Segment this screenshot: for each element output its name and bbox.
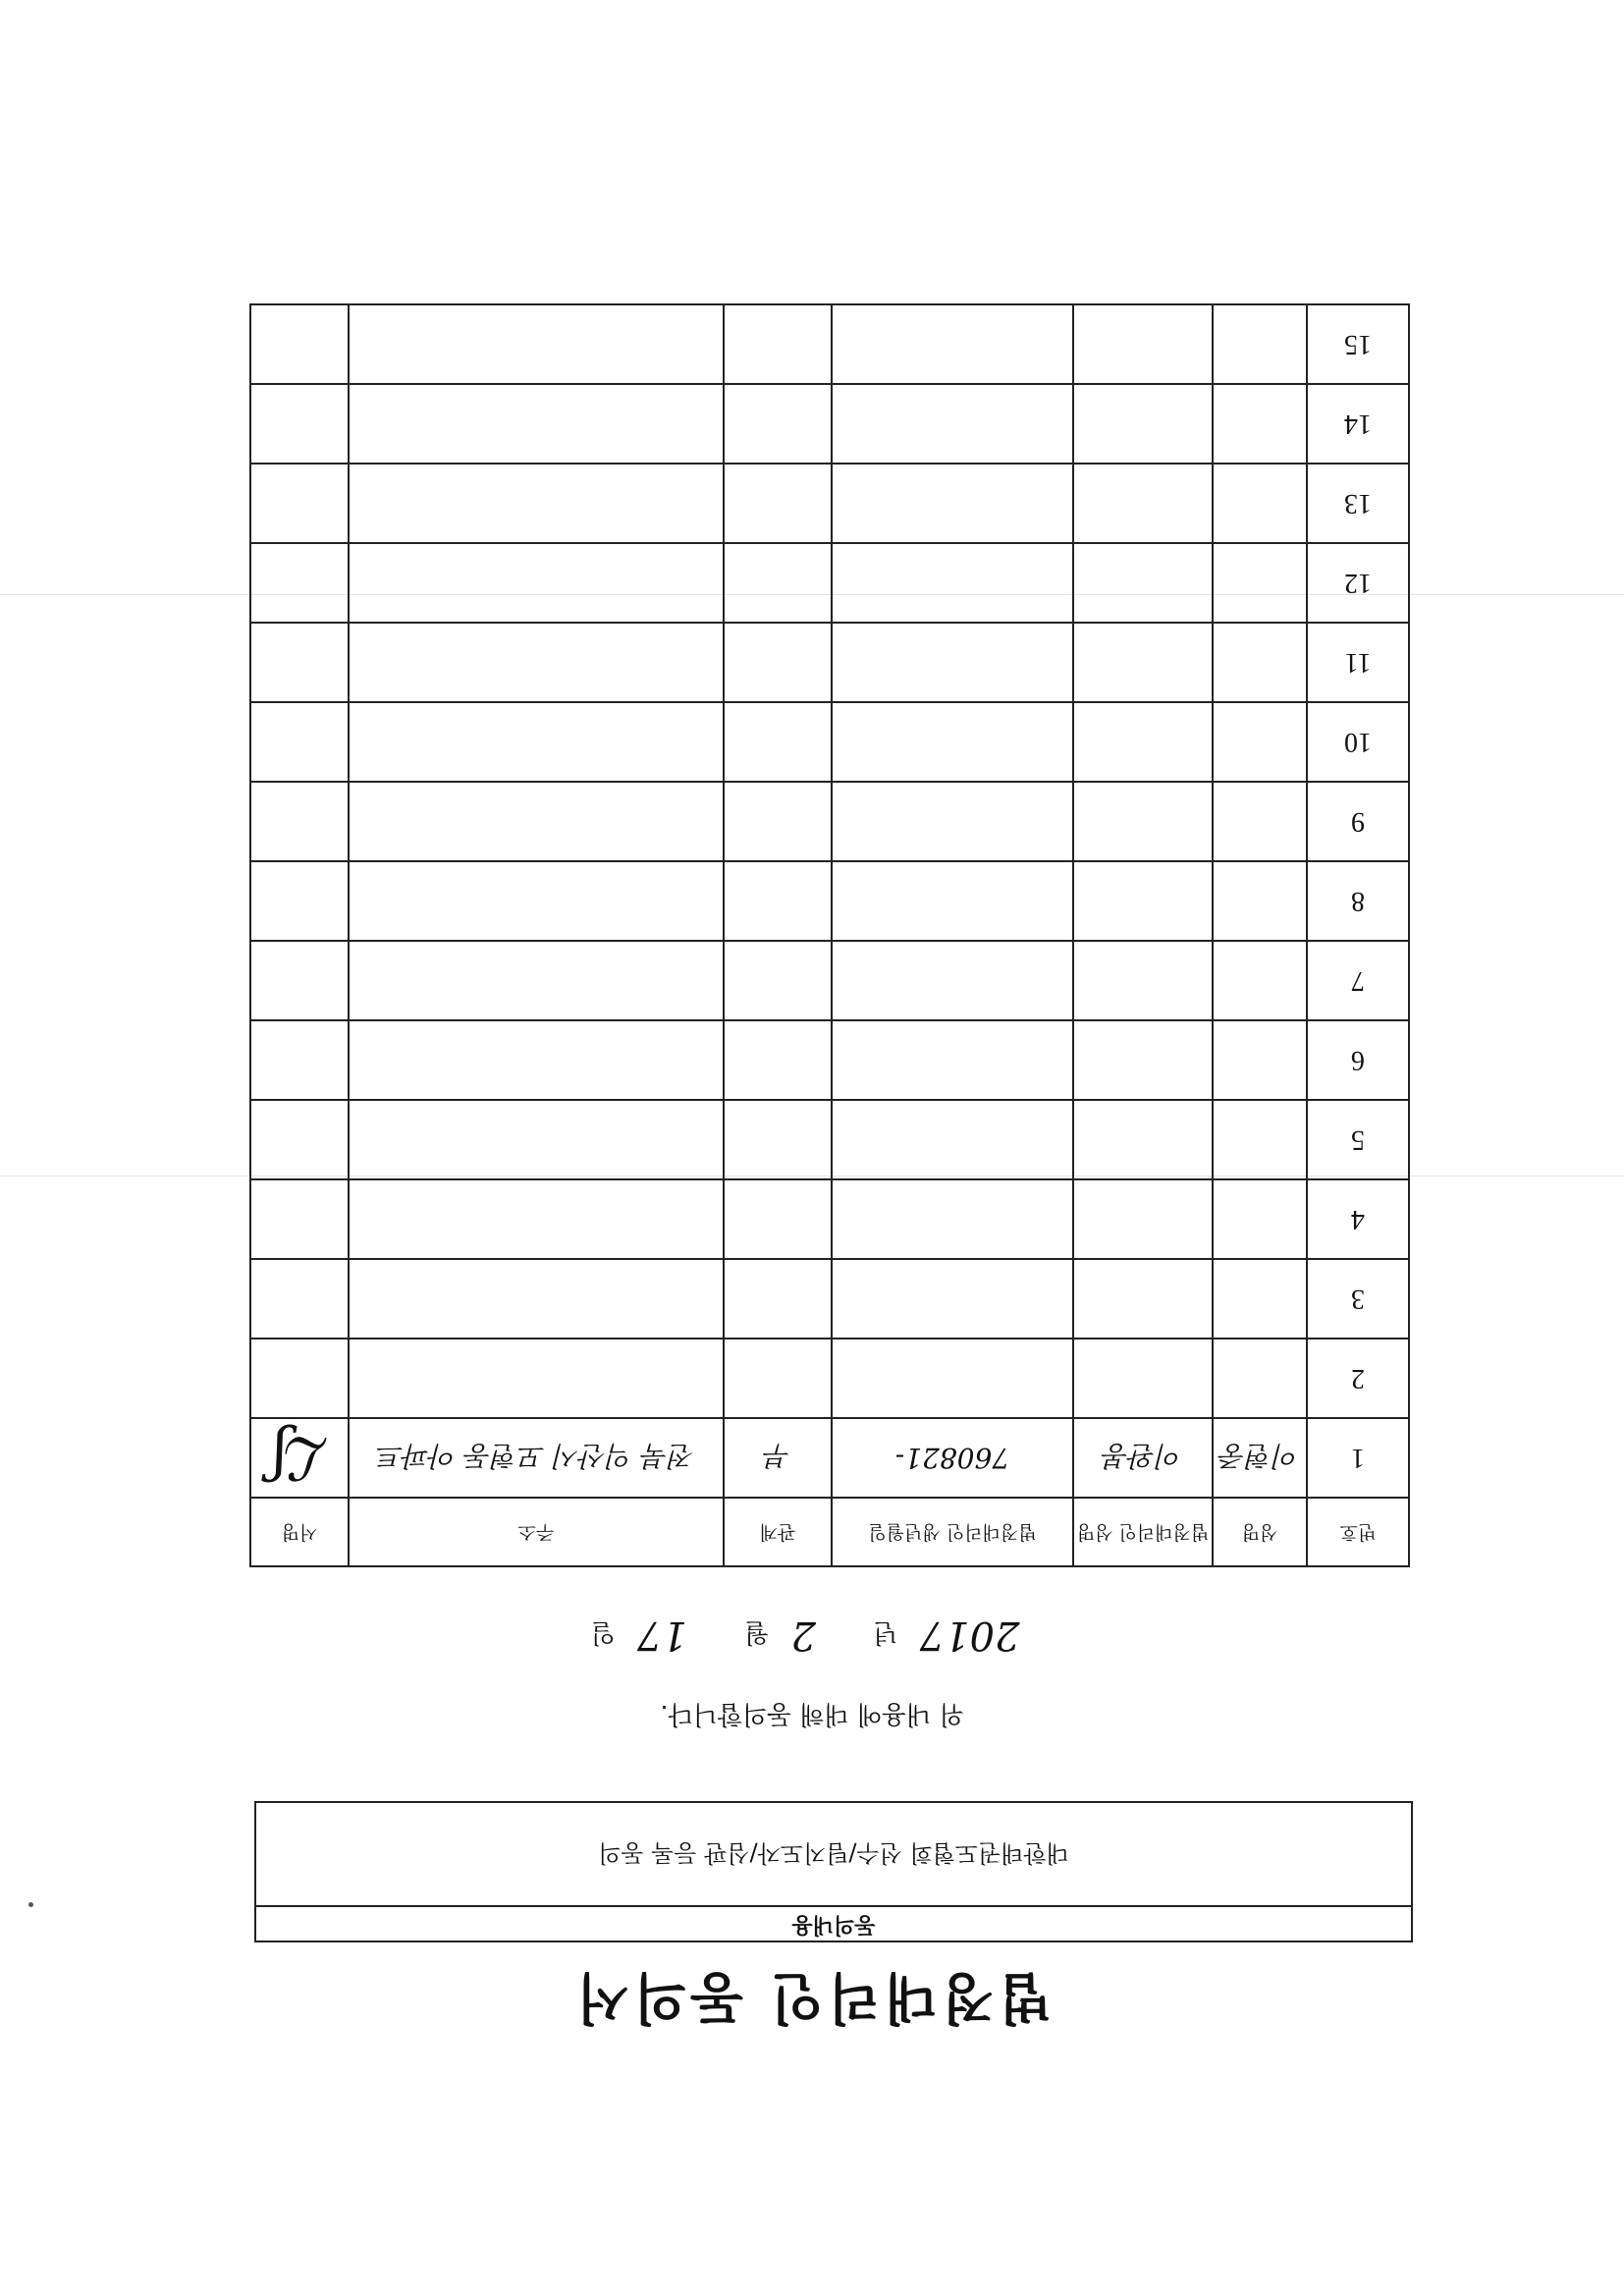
cell-no: 14 bbox=[1307, 384, 1409, 464]
cell-birth bbox=[832, 543, 1073, 623]
cell-address bbox=[349, 941, 724, 1020]
cell-relation bbox=[724, 384, 832, 464]
cell-address: 전북 익산시 모현동 아파트 bbox=[349, 1418, 724, 1498]
cell-guardian bbox=[1073, 623, 1213, 702]
cell-signature bbox=[250, 1418, 349, 1498]
cell-no: 4 bbox=[1307, 1179, 1409, 1259]
cell-no: 5 bbox=[1307, 1100, 1409, 1179]
cell-signature bbox=[250, 543, 349, 623]
cell-address bbox=[349, 1259, 724, 1339]
cell-relation bbox=[724, 304, 832, 384]
cell-birth bbox=[832, 1259, 1073, 1339]
date-year-unit: 년 bbox=[873, 1617, 898, 1648]
column-header: 주소 bbox=[349, 1498, 724, 1566]
table-row bbox=[250, 623, 1409, 702]
column-header: 법정대리인 성명 bbox=[1073, 1498, 1213, 1566]
cell-no: 11 bbox=[1307, 623, 1409, 702]
cell-address bbox=[349, 1339, 724, 1418]
cell-name bbox=[1213, 702, 1307, 782]
cell-signature bbox=[250, 1179, 349, 1259]
cell-birth bbox=[832, 1179, 1073, 1259]
cell-name bbox=[1213, 1179, 1307, 1259]
cell-signature bbox=[250, 384, 349, 464]
table-row bbox=[250, 941, 1409, 1020]
cell-birth bbox=[832, 1339, 1073, 1418]
cell-birth bbox=[832, 782, 1073, 861]
table-row bbox=[250, 384, 1409, 464]
cell-name bbox=[1213, 623, 1307, 702]
table-row bbox=[250, 1100, 1409, 1179]
cell-no: 12 bbox=[1307, 543, 1409, 623]
column-header: 서명 bbox=[250, 1498, 349, 1566]
cell-signature bbox=[250, 861, 349, 941]
cell-relation: 부 bbox=[724, 1418, 832, 1498]
cell-guardian bbox=[1073, 782, 1213, 861]
cell-birth bbox=[832, 861, 1073, 941]
cell-name: 이현중 bbox=[1213, 1418, 1307, 1498]
column-header: 법정대리인 생년월일 bbox=[832, 1498, 1073, 1566]
cell-signature bbox=[250, 1259, 349, 1339]
cell-guardian bbox=[1073, 384, 1213, 464]
table-row bbox=[250, 782, 1409, 861]
cell-address bbox=[349, 464, 724, 543]
cell-name bbox=[1213, 1259, 1307, 1339]
cell-birth bbox=[832, 1100, 1073, 1179]
cell-guardian bbox=[1073, 861, 1213, 941]
cell-relation bbox=[724, 1020, 832, 1100]
cell-name bbox=[1213, 782, 1307, 861]
column-header: 관계 bbox=[724, 1498, 832, 1566]
table-body bbox=[250, 304, 1409, 1498]
cell-signature bbox=[250, 623, 349, 702]
cell-relation bbox=[724, 1100, 832, 1179]
cell-birth bbox=[832, 464, 1073, 543]
column-header: 성명 bbox=[1213, 1498, 1307, 1566]
cell-address bbox=[349, 304, 724, 384]
cell-no: 13 bbox=[1307, 464, 1409, 543]
cell-name bbox=[1213, 1100, 1307, 1179]
cell-signature bbox=[250, 304, 349, 384]
consent-text: 대한태권도협회 선수/팀지도자/심판 등록 동의 bbox=[598, 1839, 1069, 1867]
date-day-unit: 일 bbox=[590, 1617, 616, 1648]
date-year: 2017 bbox=[919, 1613, 1020, 1658]
cell-guardian: 이완봉 bbox=[1073, 1418, 1213, 1498]
table-row bbox=[250, 1179, 1409, 1259]
cell-birth bbox=[832, 384, 1073, 464]
document-title: 법정대리인 동의서 bbox=[571, 1965, 1053, 2029]
cell-signature bbox=[250, 1339, 349, 1418]
cell-name bbox=[1213, 1020, 1307, 1100]
cell-birth bbox=[832, 702, 1073, 782]
cell-relation bbox=[724, 464, 832, 543]
table-row bbox=[250, 464, 1409, 543]
cell-guardian bbox=[1073, 702, 1213, 782]
handwritten-signature: ℒʃ bbox=[270, 1423, 329, 1493]
cell-no: 1 bbox=[1307, 1418, 1409, 1498]
cell-birth bbox=[832, 304, 1073, 384]
cell-address bbox=[349, 782, 724, 861]
table-row bbox=[250, 861, 1409, 941]
cell-guardian bbox=[1073, 304, 1213, 384]
table-row bbox=[250, 1418, 1409, 1498]
cell-name bbox=[1213, 941, 1307, 1020]
table-row bbox=[250, 304, 1409, 384]
consent-header: 동의내용 bbox=[256, 1905, 1411, 1941]
cell-relation bbox=[724, 941, 832, 1020]
cell-guardian bbox=[1073, 464, 1213, 543]
cell-signature bbox=[250, 941, 349, 1020]
cell-signature bbox=[250, 1100, 349, 1179]
cell-name bbox=[1213, 1339, 1307, 1418]
cell-no: 7 bbox=[1307, 941, 1409, 1020]
cell-address bbox=[349, 702, 724, 782]
cell-relation bbox=[724, 1339, 832, 1418]
cell-address bbox=[349, 623, 724, 702]
cell-name bbox=[1213, 861, 1307, 941]
cell-name bbox=[1213, 543, 1307, 623]
cell-address bbox=[349, 1179, 724, 1259]
consent-box bbox=[254, 1801, 1413, 1942]
guardian-roster-table bbox=[249, 303, 1410, 1567]
cell-relation bbox=[724, 702, 832, 782]
cell-relation bbox=[724, 1179, 832, 1259]
date-month-unit: 월 bbox=[744, 1617, 770, 1648]
cell-relation bbox=[724, 543, 832, 623]
cell-birth bbox=[832, 941, 1073, 1020]
cell-birth bbox=[832, 1020, 1073, 1100]
cell-no: 15 bbox=[1307, 304, 1409, 384]
cell-guardian bbox=[1073, 941, 1213, 1020]
date-month: 2 bbox=[790, 1613, 816, 1658]
cell-guardian bbox=[1073, 1259, 1213, 1339]
cell-guardian bbox=[1073, 1100, 1213, 1179]
cell-no: 10 bbox=[1307, 702, 1409, 782]
agreement-statement: 위 내용에 대해 동의합니다. bbox=[660, 1699, 964, 1728]
cell-birth: 760821- bbox=[832, 1418, 1073, 1498]
cell-name bbox=[1213, 304, 1307, 384]
cell-relation bbox=[724, 623, 832, 702]
cell-guardian bbox=[1073, 1179, 1213, 1259]
date-day: 17 bbox=[636, 1613, 687, 1658]
table-header-row bbox=[250, 1498, 1409, 1566]
cell-address bbox=[349, 384, 724, 464]
cell-no: 8 bbox=[1307, 861, 1409, 941]
cell-address bbox=[349, 543, 724, 623]
cell-relation bbox=[724, 1259, 832, 1339]
table-row bbox=[250, 1339, 1409, 1418]
cell-signature bbox=[250, 1020, 349, 1100]
cell-name bbox=[1213, 384, 1307, 464]
table-row bbox=[250, 702, 1409, 782]
cell-relation bbox=[724, 782, 832, 861]
cell-signature bbox=[250, 464, 349, 543]
scan-speck bbox=[28, 1902, 33, 1907]
cell-guardian bbox=[1073, 1339, 1213, 1418]
table-row bbox=[250, 1020, 1409, 1100]
cell-birth bbox=[832, 623, 1073, 702]
cell-guardian bbox=[1073, 1020, 1213, 1100]
cell-no: 3 bbox=[1307, 1259, 1409, 1339]
cell-signature bbox=[250, 702, 349, 782]
cell-no: 2 bbox=[1307, 1339, 1409, 1418]
cell-signature bbox=[250, 782, 349, 861]
table-row bbox=[250, 543, 1409, 623]
date-line bbox=[0, 1613, 1624, 1658]
table-row bbox=[250, 1259, 1409, 1339]
cell-address bbox=[349, 1020, 724, 1100]
cell-no: 9 bbox=[1307, 782, 1409, 861]
cell-address bbox=[349, 1100, 724, 1179]
column-header: 번호 bbox=[1307, 1498, 1409, 1566]
cell-no: 6 bbox=[1307, 1020, 1409, 1100]
cell-relation bbox=[724, 861, 832, 941]
cell-name bbox=[1213, 464, 1307, 543]
cell-guardian bbox=[1073, 543, 1213, 623]
cell-address bbox=[349, 861, 724, 941]
